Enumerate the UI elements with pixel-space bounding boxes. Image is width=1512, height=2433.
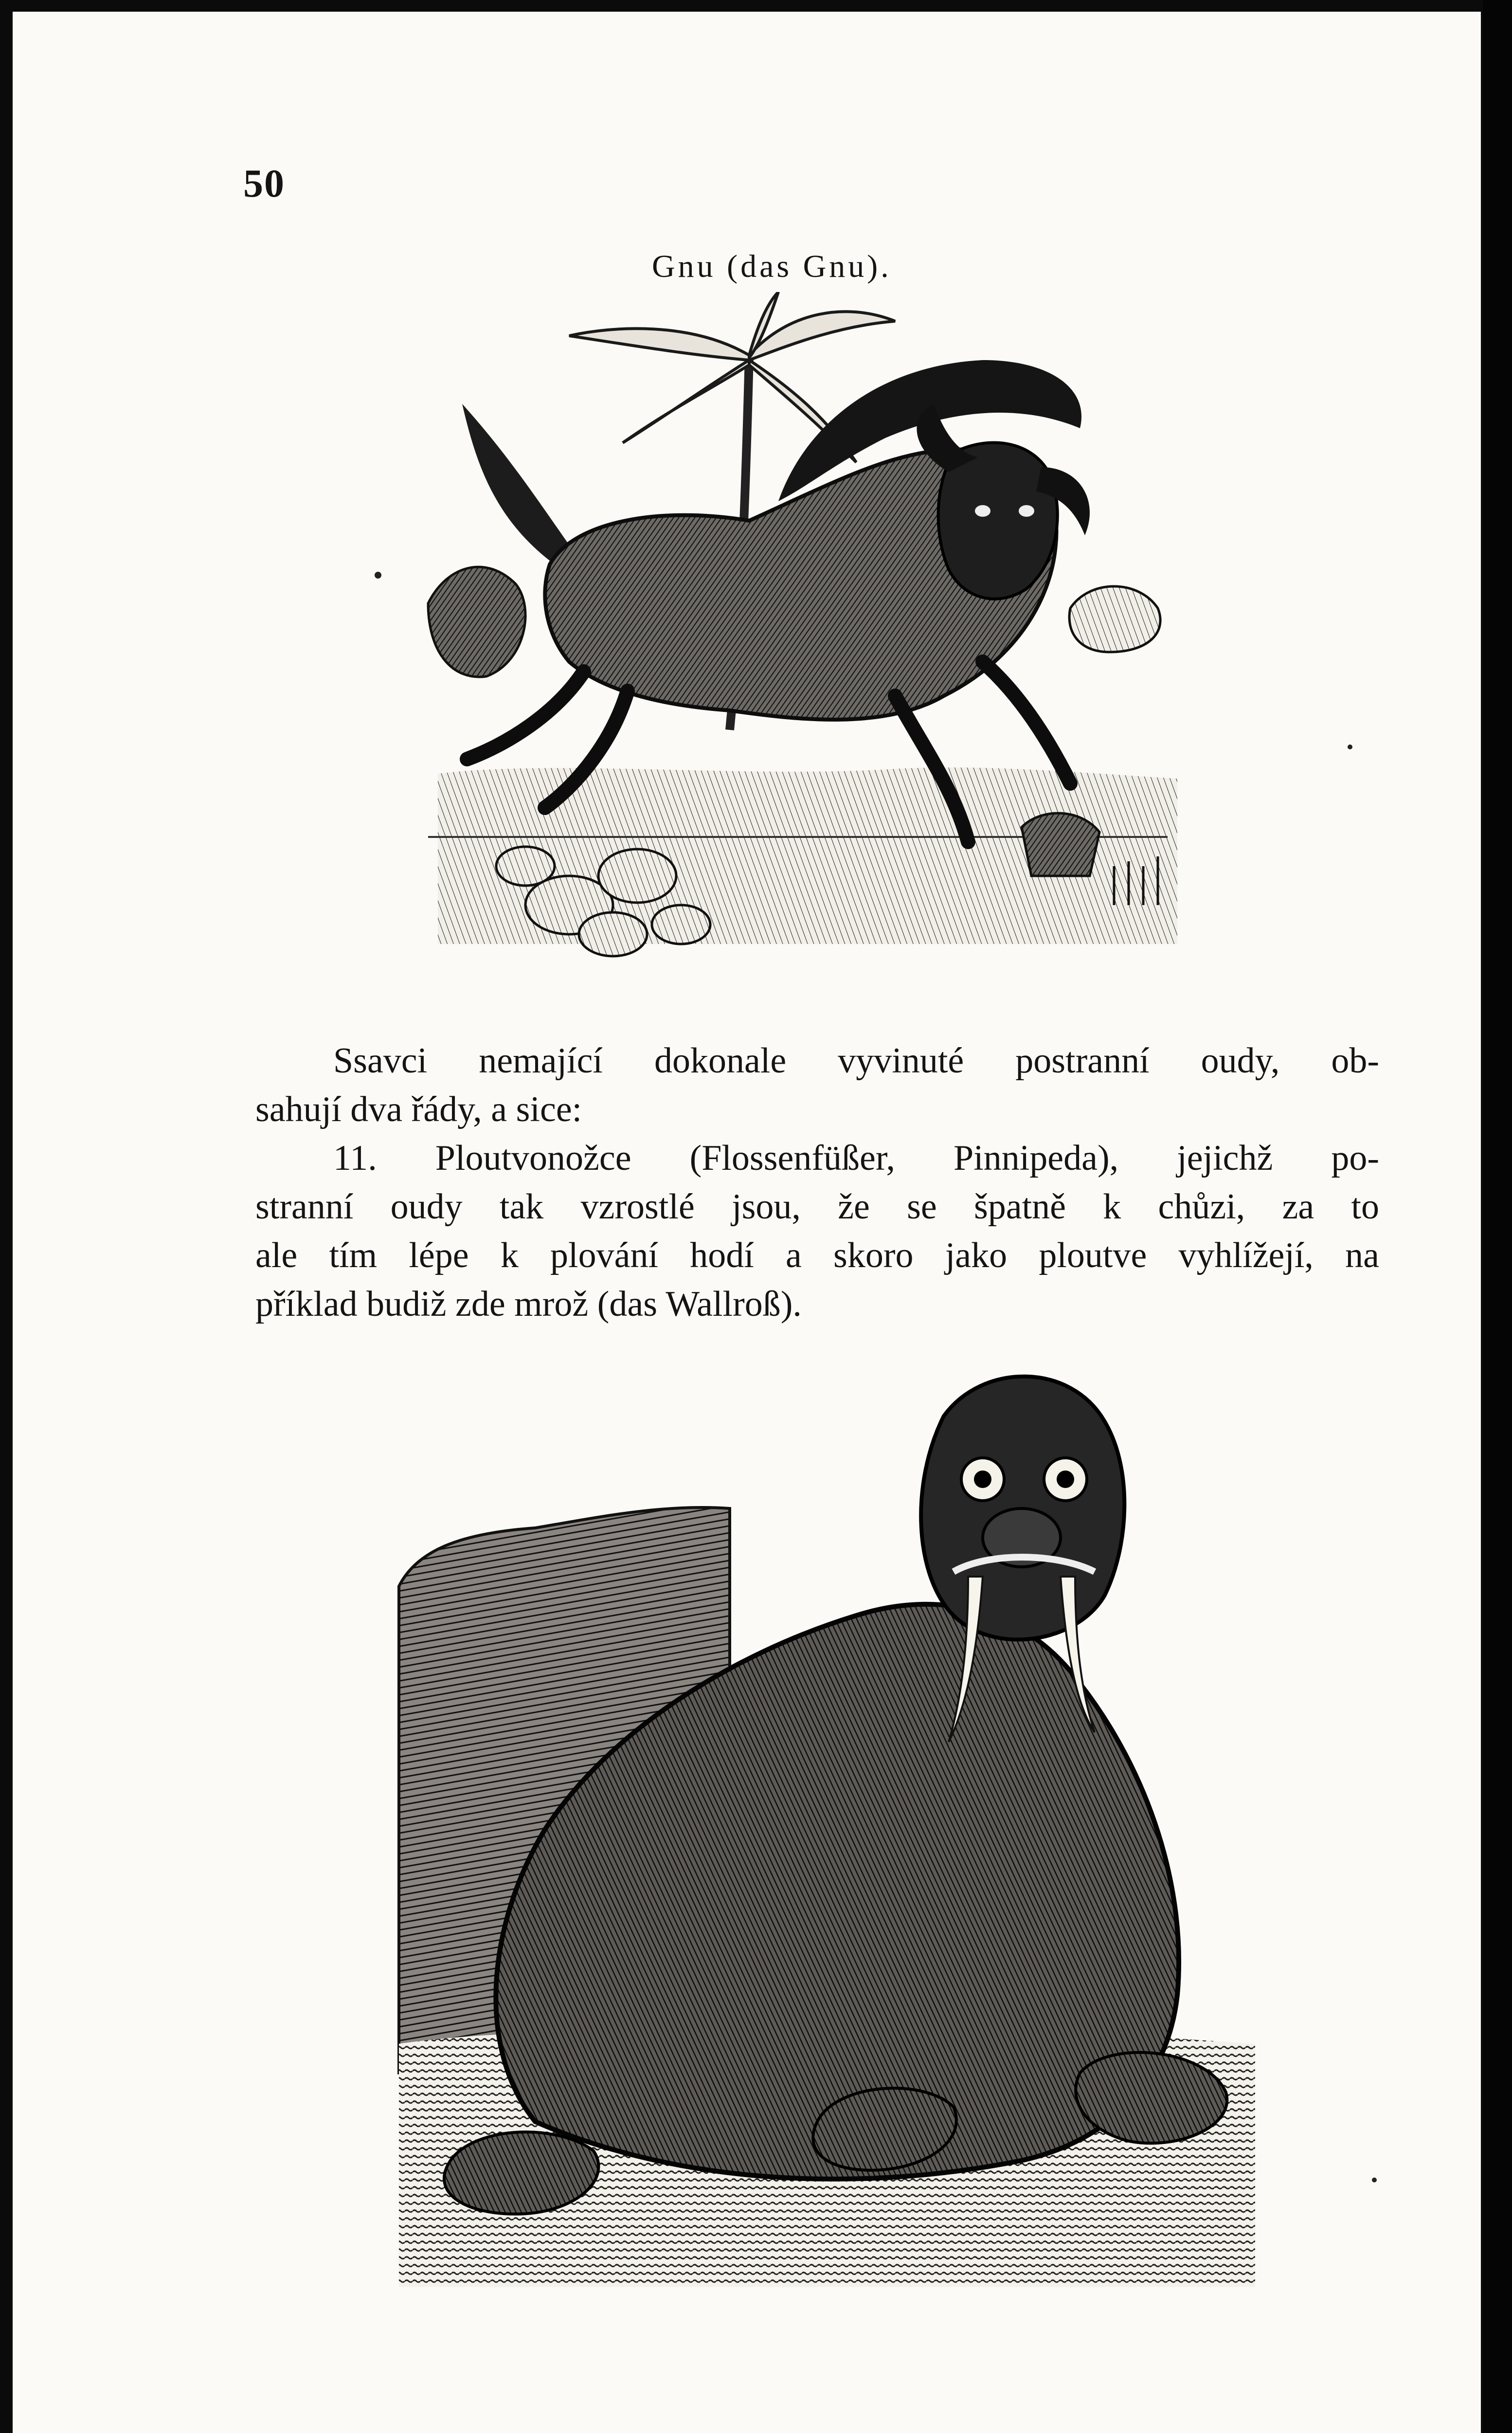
ink-speck [375,572,381,579]
paragraph-line: sahují dva řády, a sice: [255,1089,582,1129]
ink-speck [1348,744,1352,749]
book-spine-edge [1483,0,1512,2433]
paragraph-line: stranní oudy tak vzrostlé jsou, že se špatně k chůzi, za to [255,1187,1379,1227]
paragraph-line: ale tím lépe k plování hodí a skoro jako ploutve vyhlížejí, na [255,1235,1379,1275]
paragraph-line: 11. Ploutvonožce (Flossenfüßer, Pinnipeda), jejichž po- [333,1138,1379,1178]
paragraph-line: Ssavci nemající dokonale vyvinuté postranní oudy, ob- [333,1041,1379,1081]
ink-speck [1372,2178,1377,2182]
page-number: 50 [243,161,285,205]
gnu-caption: Gnu (das Gnu). [652,249,892,284]
body-paragraph [255,1036,1379,1328]
walrus-illustration [389,1343,1265,2297]
gnu-illustration [409,292,1216,1041]
paragraph-line: příklad budiž zde mrož (das Wallroß). [255,1284,802,1324]
